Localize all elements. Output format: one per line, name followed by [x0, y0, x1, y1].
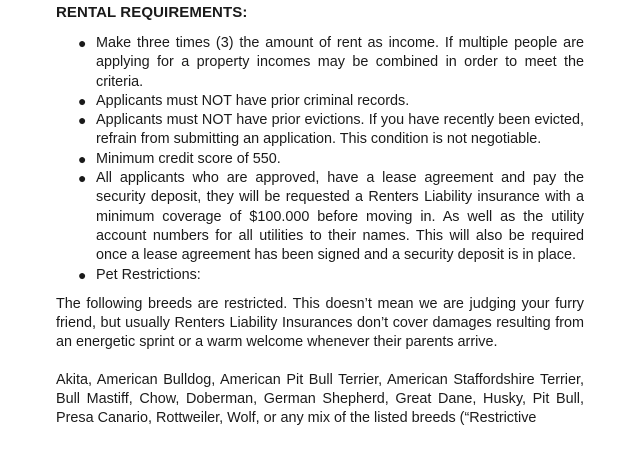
- bullet-icon: ●: [78, 35, 87, 51]
- requirement-text: All applicants who are approved, have a lease agreement and pay the security deposit, they will be requested a Renters Liability insurance with a minimum coverage of $100.000 before moving in. As well as the utility account numbers for all utilities to their names. This will also be required once a lease agreement has been signed and a security deposit is in place.: [96, 170, 584, 264]
- bullet-icon: ●: [78, 170, 87, 187]
- bullet-icon: ●: [78, 266, 87, 283]
- list-item: [56, 34, 584, 92]
- requirement-text: Make three times (3) the amount of rent as income. If multiple people are applying for a property incomes may be combined in order to meet the criteria.: [96, 35, 584, 90]
- bullet-icon: ●: [78, 150, 87, 167]
- requirement-text: Minimum credit score of 550.: [96, 150, 281, 167]
- requirement-text: Applicants must NOT have prior evictions. If you have recently been evicted, refrain from submitting an application. This condition is not negotiable.: [96, 112, 584, 148]
- bullet-icon: ●: [78, 92, 87, 109]
- requirements-list: [56, 34, 584, 285]
- list-item: [56, 266, 584, 285]
- requirement-text: Applicants must NOT have prior criminal records.: [96, 92, 410, 109]
- list-item: [56, 92, 584, 111]
- list-item: [56, 169, 584, 265]
- restricted-breeds-intro: The following breeds are restricted. This doesn’t mean we are judging your furry friend, but usually Renters Liability Insurances don’t cover damages resulting from an energetic sprint or a warm welcome whenever their parents arrive.: [56, 295, 584, 351]
- list-item: [56, 111, 584, 150]
- requirement-text: Pet Restrictions:: [96, 266, 201, 283]
- bullet-icon: ●: [78, 112, 87, 129]
- section-heading: RENTAL REQUIREMENTS:: [56, 4, 248, 21]
- list-item: [56, 150, 584, 169]
- document-page: [56, 0, 584, 429]
- restricted-breeds-list: Akita, American Bulldog, American Pit Bull Terrier, American Staffordshire Terrier, Bull Mastiff, Chow, Doberman, German Shepherd, Great Dane, Husky, Pit Bull, Presa Canario, Rottweiler, Wolf, or any mix of the listed breeds (“Restrictive: [56, 371, 584, 427]
